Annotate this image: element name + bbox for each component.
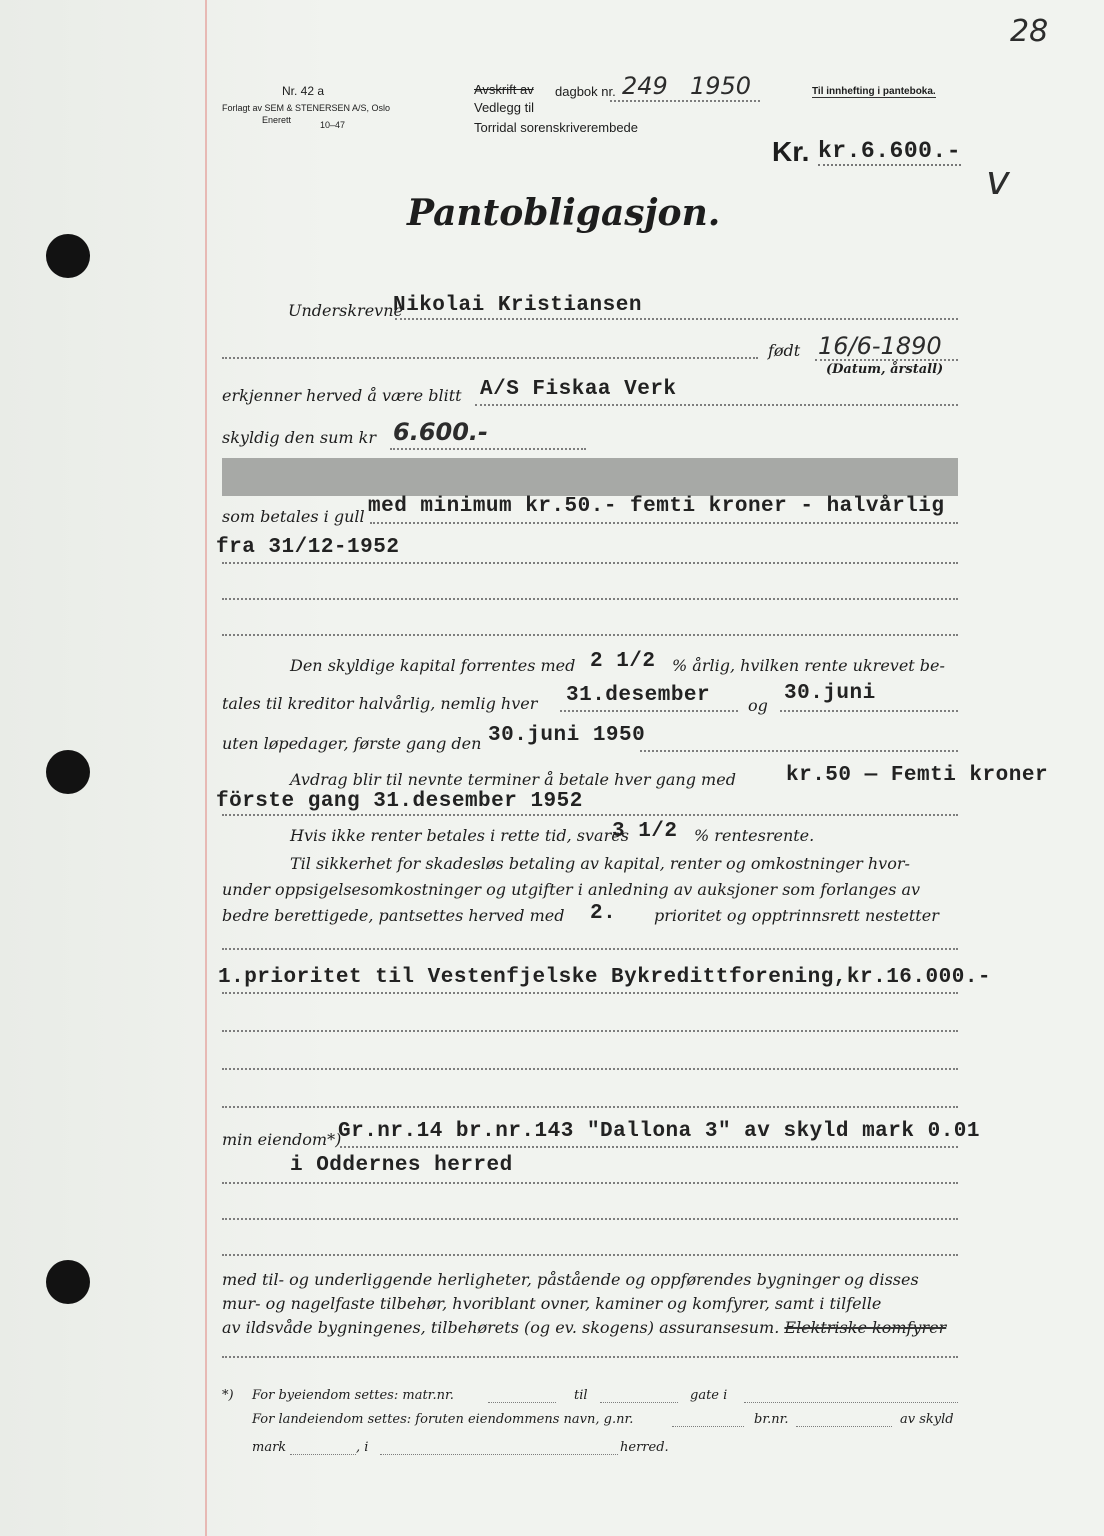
sikkerhet-line3: bedre berettigede, pantsettes herved med	[222, 906, 565, 925]
dotted-line	[222, 1182, 958, 1184]
birth-date: 16/6-1890	[818, 332, 942, 360]
dotted-line	[395, 318, 958, 320]
punch-hole	[46, 1260, 90, 1304]
dotted-line	[600, 1402, 678, 1403]
payment-start: fra 31/12-1952	[216, 536, 400, 559]
debtor-name: Nikolai Kristiansen	[393, 294, 642, 317]
interest-date2: 30.juni	[784, 682, 876, 705]
fodt-label: født	[768, 341, 801, 360]
rentesrente-label: Hvis ikke renter betales i rette tid, svares	[290, 826, 629, 845]
underskrevne-label: Underskrevne	[288, 301, 403, 320]
dotted-line	[796, 1426, 892, 1427]
dotted-line	[222, 1356, 958, 1358]
avdrag-value: kr.50 — Femti kroner	[786, 764, 1049, 787]
interest-line1: Den skyldige kapital forrentes med	[290, 656, 576, 675]
footnote-i: , i	[356, 1440, 369, 1455]
office-name: Torridal sorenskriverembede	[474, 120, 639, 135]
skyldig-amount: 6.600.-	[393, 418, 488, 446]
datum-hint: (Datum, årstall)	[826, 362, 944, 377]
property-location: i Oddernes herred	[290, 1154, 513, 1177]
dotted-line	[222, 814, 958, 816]
property-label: min eiendom*)	[222, 1130, 342, 1149]
punch-hole	[46, 750, 90, 794]
closing-line3	[222, 1318, 946, 1337]
publisher-enerett: Enerett	[262, 115, 292, 125]
footnote-til: til	[574, 1388, 588, 1403]
sikkerhet-line1: Til sikkerhet for skadesløs betaling av kapital, renter og omkostninger hvor-	[290, 854, 910, 873]
closing-line3-text: av ildsvåde bygningenes, tilbehørets (og ev. skogens) assuransesum.	[222, 1318, 780, 1337]
closing-line2: mur- og nagelfaste tilbehør, hvoriblant ovner, kaminer og komfyrer, samt i tilfelle	[222, 1294, 882, 1313]
dagbok-number: 249	[622, 72, 668, 100]
dotted-line	[672, 1426, 744, 1427]
sikkerhet-line2: under oppsigelsesomkostninger og utgifter i anledning av auksjoner som forlanges av	[222, 880, 921, 899]
dotted-line	[488, 1402, 556, 1403]
dotted-line	[340, 1146, 958, 1148]
check-mark: v	[986, 158, 1010, 204]
interest-rate: 2 1/2	[590, 650, 656, 673]
dotted-line	[222, 1030, 958, 1032]
margin-rule	[205, 0, 207, 1536]
amount-box: kr.6.600.-	[818, 138, 962, 164]
dotted-line	[222, 1218, 958, 1220]
interest-date1: 31.desember	[566, 684, 711, 707]
footnote-herred: herred.	[620, 1440, 669, 1455]
avdrag-start: förste gang 31.desember 1952	[216, 790, 583, 813]
prior-lien: 1.prioritet til Vestenfjelske Bykredittforening,kr.16.000.-	[218, 966, 992, 989]
dotted-line	[744, 1402, 958, 1403]
dotted-line	[222, 948, 958, 950]
erkjenner-label: erkjenner herved å være blitt	[222, 386, 462, 405]
dotted-line	[640, 750, 958, 752]
punch-hole	[46, 234, 90, 278]
footnote-skyld: av skyld	[900, 1412, 954, 1427]
dotted-line	[380, 1454, 618, 1455]
payment-terms: med minimum kr.50.- femti kroner - halvårlig	[368, 495, 945, 518]
interest-line2: tales til kreditor halvårlig, nemlig hver	[222, 694, 538, 713]
document-title: Pantobligasjon.	[407, 192, 721, 234]
dotted-line	[475, 404, 958, 406]
avskrift-label: Avskrift av	[474, 82, 534, 97]
interest-line1-post: % årlig, hvilken rente ukrevet be-	[672, 656, 945, 675]
dotted-line	[815, 359, 958, 361]
betales-label: som betales i gull	[222, 507, 365, 526]
dotted-line	[222, 357, 758, 359]
dotted-line	[222, 1068, 958, 1070]
footnote-by: For byeiendom settes: matr.nr.	[252, 1388, 454, 1403]
dotted-line	[222, 992, 958, 994]
page-number: 28	[1010, 14, 1049, 49]
form-number: Nr. 42 a	[282, 84, 325, 98]
creditor-name: A/S Fiskaa Verk	[480, 378, 677, 401]
skyldig-label: skyldig den sum kr	[222, 428, 376, 447]
closing-line1: med til- og underliggende herligheter, påstående og oppførendes bygninger og disses	[222, 1270, 919, 1289]
interest-line3: uten løpedager, første gang den	[222, 734, 482, 753]
dotted-line	[222, 562, 958, 564]
dagbok-label: dagbok nr.	[555, 84, 616, 99]
innhefting-note: Til innhefting i panteboka.	[812, 86, 936, 97]
dotted-line	[222, 634, 958, 636]
publisher-date: 10–47	[320, 120, 346, 130]
kr-label: Kr.	[772, 136, 810, 167]
footnote-brnr: br.nr.	[754, 1412, 789, 1427]
redaction-band	[222, 458, 958, 496]
publisher-line: Forlagt av SEM & STENERSEN A/S, Oslo	[222, 103, 391, 113]
first-payment-date: 30.juni 1950	[488, 724, 646, 747]
footnote-land: For landeiendom settes: foruten eiendommens navn, g.nr.	[252, 1412, 634, 1427]
dotted-line	[222, 1254, 958, 1256]
vedlegg-label: Vedlegg til	[474, 100, 534, 115]
rentesrente-rate: 3 1/2	[612, 820, 678, 843]
dotted-line	[222, 598, 958, 600]
dotted-line	[780, 710, 958, 712]
struck-text: Elektriske komfyrer	[784, 1318, 947, 1337]
footnote-star: *)	[222, 1388, 234, 1403]
dotted-line	[222, 1106, 958, 1108]
dagbok-year: 1950	[690, 72, 752, 100]
sikkerhet-line3-post: prioritet og opptrinnsrett nestetter	[654, 906, 939, 925]
priority-number: 2.	[590, 902, 617, 925]
dotted-line	[390, 448, 586, 450]
dagbok-line	[610, 100, 760, 102]
rentesrente-post: % rentesrente.	[694, 826, 815, 845]
dotted-line	[290, 1454, 356, 1455]
footnote-gate: gate i	[690, 1388, 728, 1403]
dotted-line	[560, 710, 738, 712]
property-description: Gr.nr.14 br.nr.143 "Dallona 3" av skyld mark 0.01	[338, 1120, 981, 1143]
dotted-line	[370, 522, 958, 524]
footnote-mark: mark	[252, 1440, 287, 1455]
og-label: og	[748, 696, 768, 715]
avdrag-label: Avdrag blir til nevnte terminer å betale hver gang med	[290, 770, 736, 789]
